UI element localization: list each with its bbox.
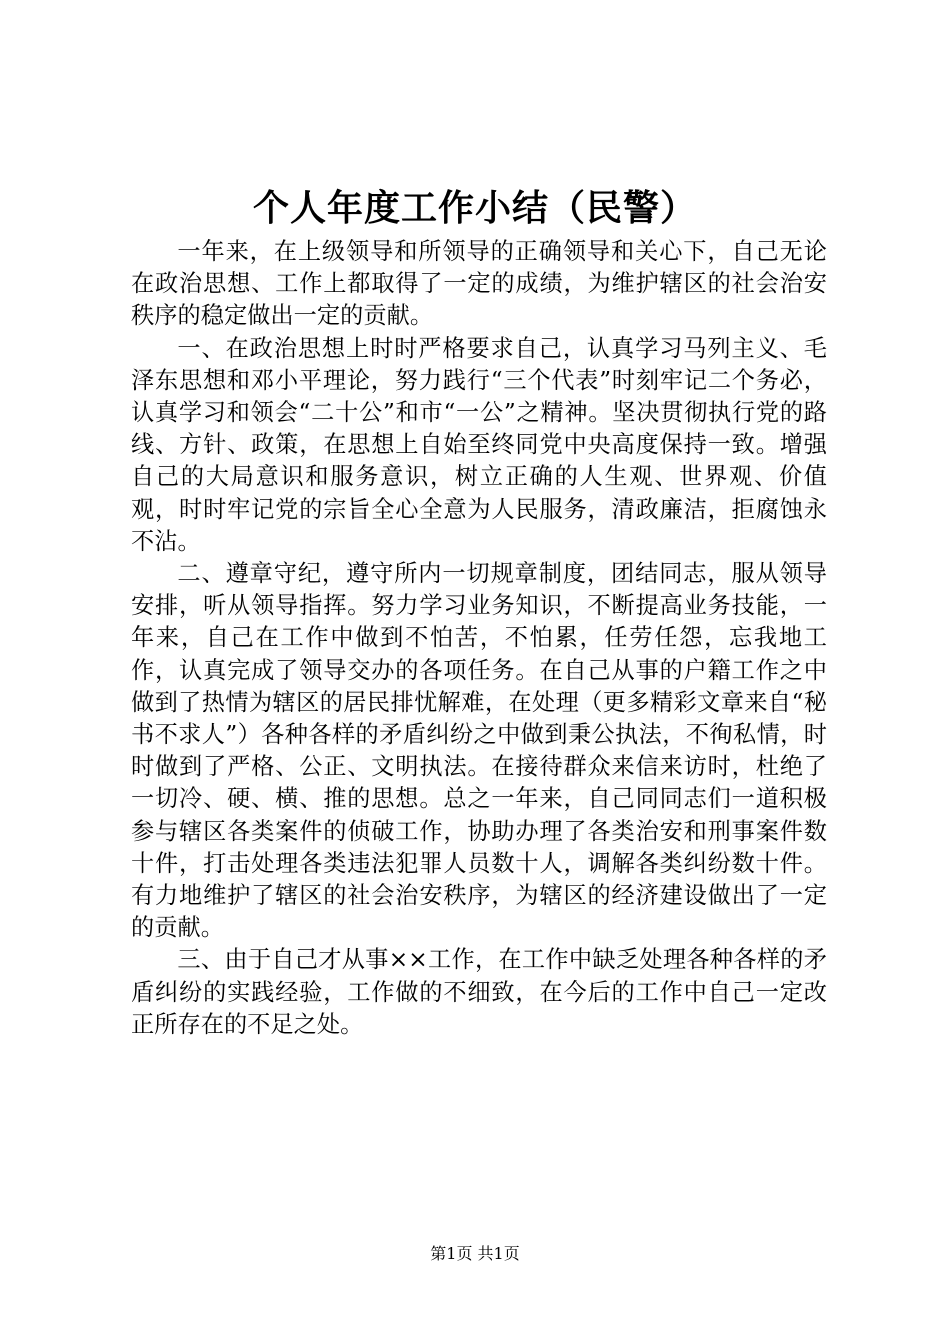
- paragraph-discipline-work: 二、遵章守纪，遵守所内一切规章制度，团结同志，服从领导安排，听从领导指挥。努力学习业务知识，不断提高业务技能，一年来，自己在工作中做到不怕苦，不怕累，任劳任怨，忘我地工作，认真完成了领导交办的各项任务。在自己从事的户籍工作之中做到了热情为辖区的居民排忧解难，在处理（更多精彩文章来自“秘书不求人”）各种各样的矛盾纠纷之中做到秉公执法，不徇私情，时时做到了严格、公正、文明执法。在接待群众来信来访时，杜绝了一切冷、硬、横、推的思想。总之一年来，自己同同志们一道积极参与辖区各类案件的侦破工作，协助办理了各类治安和刑事案件数十件，打击处理各类违法犯罪人员数十人，调解各类纠纷数十件。有力地维护了辖区的社会治安秩序，为辖区的经济建设做出了一定的贡献。: [131, 560, 827, 942]
- paragraph-shortcomings: 三、由于自己才从事××工作，在工作中缺乏处理各种各样的矛盾纠纷的实践经验，工作做的不细致，在今后的工作中自己一定改正所存在的不足之处。: [131, 946, 827, 1038]
- paragraph-political-thought: 一、在政治思想上时时严格要求自己，认真学习马列主义、毛泽东思想和邓小平理论，努力践行“三个代表”时刻牢记二个务必，认真学习和领会“二十公”和市“一公”之精神。坚决贯彻执行党的路线、方针、政策，在思想上自始至终同党中央高度保持一致。增强自己的大局意识和服务意识，树立正确的人生观、世界观、价值观，时时牢记党的宗旨全心全意为人民服务，清政廉洁，拒腐蚀永不沾。: [131, 334, 827, 555]
- paragraph-intro: 一年来，在上级领导和所领导的正确领导和关心下，自己无论在政治思想、工作上都取得了一定的成绩，为维护辖区的社会治安秩序的稳定做出一定的贡献。: [131, 238, 827, 330]
- document-title: 个人年度工作小结（民警）: [252, 187, 697, 229]
- page-number: 第1页 共1页: [430, 1244, 520, 1263]
- document-body: [131, 236, 827, 1041]
